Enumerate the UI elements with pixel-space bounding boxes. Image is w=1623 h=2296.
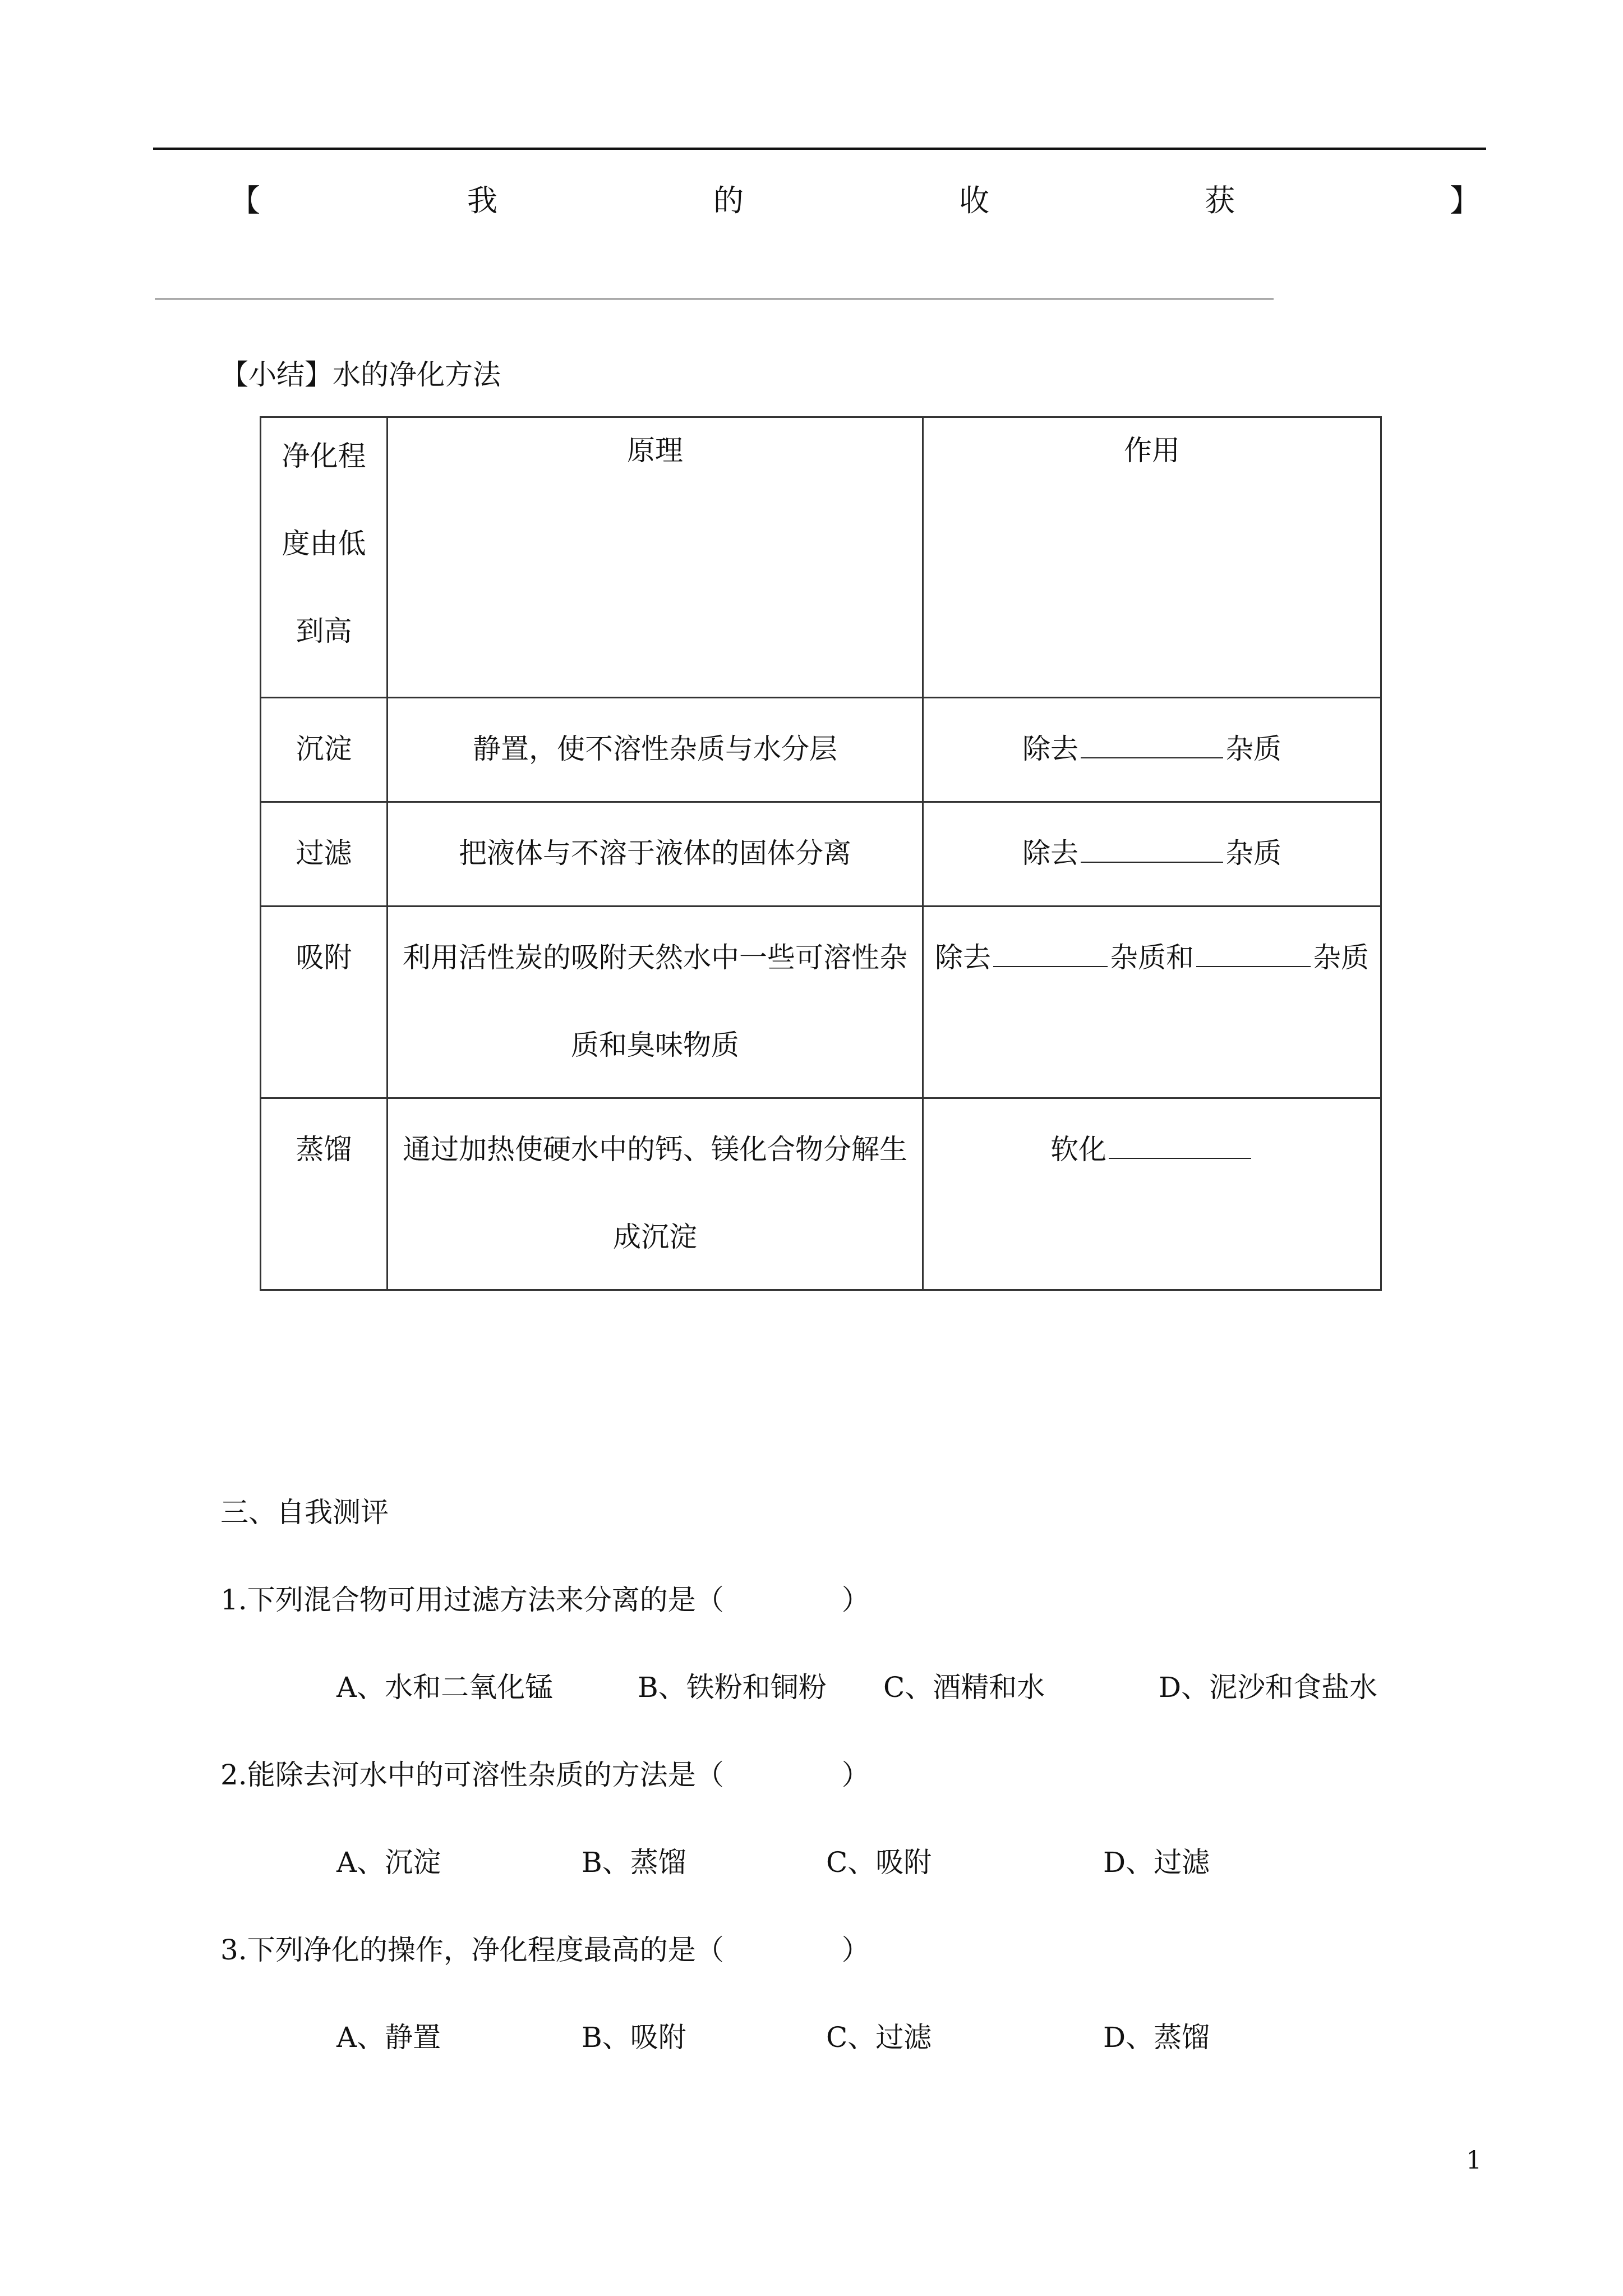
row-principle: 静置，使不溶性杂质与水分层 bbox=[388, 698, 923, 802]
option-a[interactable]: A、静置 bbox=[336, 2021, 441, 2054]
option-d[interactable]: D、泥沙和食盐水 bbox=[1159, 1671, 1378, 1704]
option-c[interactable]: C、吸附 bbox=[826, 1846, 932, 1879]
table-header-row bbox=[261, 417, 1381, 698]
option-b[interactable]: B、吸附 bbox=[582, 2021, 686, 2054]
header-effect: 作用 bbox=[923, 417, 1381, 698]
harvest-char-2: 的 bbox=[713, 183, 744, 218]
row-method: 沉淀 bbox=[261, 698, 388, 802]
harvest-char-1: 我 bbox=[467, 183, 497, 218]
option-c[interactable]: C、过滤 bbox=[826, 2021, 932, 2054]
table-row bbox=[261, 698, 1381, 802]
table-row bbox=[261, 802, 1381, 907]
question-1: 1.下列混合物可用过滤方法来分离的是（ ） bbox=[220, 1584, 870, 1616]
row-effect: 软化 bbox=[923, 1098, 1381, 1290]
option-a[interactable]: A、沉淀 bbox=[336, 1846, 441, 1879]
row-effect: 除去 杂质 bbox=[923, 698, 1381, 802]
harvest-char-4: 获 bbox=[1205, 183, 1235, 218]
row-effect: 除去 杂质和 杂质 bbox=[923, 907, 1381, 1098]
row-method: 吸附 bbox=[261, 907, 388, 1098]
top-rule bbox=[153, 148, 1486, 150]
option-a[interactable]: A、水和二氧化锰 bbox=[336, 1671, 554, 1704]
row-method: 过滤 bbox=[261, 802, 388, 907]
harvest-answer-line[interactable] bbox=[155, 298, 1274, 300]
row-effect: 除去 杂质 bbox=[923, 802, 1381, 907]
table-row bbox=[261, 907, 1381, 1098]
section-title: 三、自我测评 bbox=[220, 1496, 389, 1529]
fill-blank[interactable] bbox=[993, 941, 1108, 967]
table-row bbox=[261, 1098, 1381, 1290]
question-3: 3.下列净化的操作，净化程度最高的是（ ） bbox=[220, 1934, 870, 1966]
row-principle: 通过加热使硬水中的钙、镁化合物分解生成沉淀 bbox=[388, 1098, 923, 1290]
option-d[interactable]: D、蒸馏 bbox=[1103, 2021, 1210, 2054]
option-d[interactable]: D、过滤 bbox=[1103, 1846, 1210, 1879]
page-number: 1 bbox=[1466, 2146, 1482, 2175]
fill-blank[interactable] bbox=[1081, 733, 1223, 758]
summary-title: 【小结】水的净化方法 bbox=[220, 358, 501, 391]
row-principle: 利用活性炭的吸附天然水中一些可溶性杂质和臭味物质 bbox=[388, 907, 923, 1098]
option-b[interactable]: B、蒸馏 bbox=[582, 1846, 686, 1879]
harvest-heading bbox=[230, 178, 1481, 223]
harvest-close-bracket: 】 bbox=[1450, 183, 1480, 218]
fill-blank[interactable] bbox=[1196, 941, 1311, 967]
option-b[interactable]: B、铁粉和铜粉 bbox=[638, 1671, 827, 1704]
row-method: 蒸馏 bbox=[261, 1098, 388, 1290]
harvest-open-bracket: 【 bbox=[230, 183, 260, 218]
purification-table bbox=[260, 416, 1382, 1291]
header-method: 净化程度由低到高 bbox=[261, 417, 388, 698]
fill-blank[interactable] bbox=[1109, 1133, 1251, 1159]
harvest-char-3: 收 bbox=[959, 183, 989, 218]
fill-blank[interactable] bbox=[1081, 837, 1223, 863]
question-2: 2.能除去河水中的可溶性杂质的方法是（ ） bbox=[220, 1759, 870, 1791]
header-principle: 原理 bbox=[388, 417, 923, 698]
row-principle: 把液体与不溶于液体的固体分离 bbox=[388, 802, 923, 907]
option-c[interactable]: C、酒精和水 bbox=[883, 1671, 1045, 1704]
